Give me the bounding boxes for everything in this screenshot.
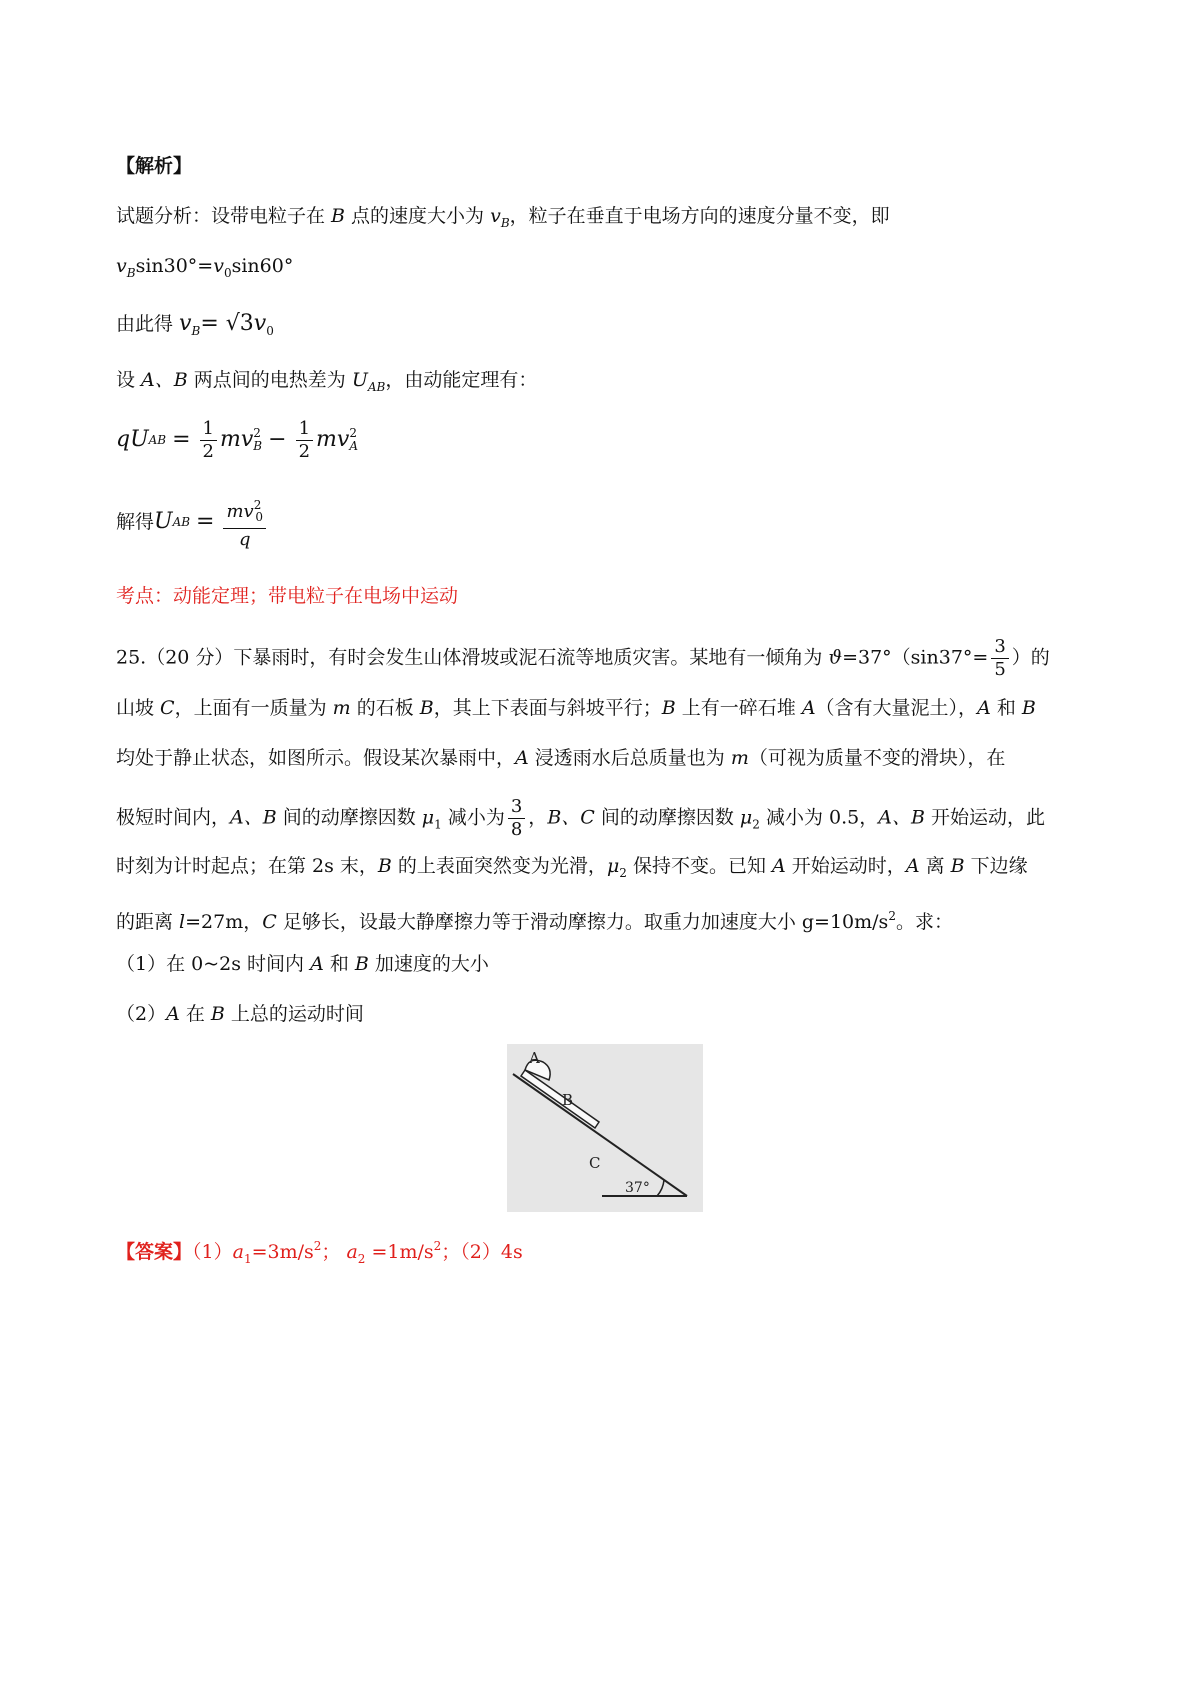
analysis-line-1: 试题分析：设带电粒子在 B 点的速度大小为 $v_B$，粒子在垂直于电场方向的速度分量不变，即: [116, 205, 890, 230]
question-2: （2）A 在 B 上总的运动时间: [116, 1003, 364, 1025]
equation-UAB-result: 解得 U AB = $\frac{mv^2_0}{q}$: [116, 492, 269, 552]
analysis-line-4: 设 A、B 两点间的电热差为 $U_{AB}$，由动能定理有：: [116, 369, 538, 394]
problem-line-3: 均处于静止状态，如图所示。假设某次暴雨中，A 浸透雨水后总质量也为 m（可视为质量不变的滑块），在: [116, 747, 1006, 769]
label-C: C: [589, 1154, 601, 1172]
equation-work-energy: qU AB = $\frac{1}{2}$ mv 2 B − $\frac{1}{2}$ mv 2 A: [116, 417, 358, 462]
problem-line-4: 极短时间内，A、B 间的动摩擦因数 $\mu_1$ 减小为 $\frac{3}{8}$ ，B、C 间的动摩擦因数 $\mu_2$ 减小为 0.5，A、B 开始运动，此: [116, 796, 1045, 840]
slope-line: [513, 1074, 687, 1196]
equation-velocity-component: $v_B\sin 30^\circ=v_0\sin 60^\circ$: [116, 255, 294, 280]
question-1: （1）在 0~2s 时间内 A 和 B 加速度的大小: [116, 953, 489, 975]
key-point: 考点：动能定理；带电粒子在电场中运动: [116, 585, 459, 607]
equation-vB-result: 由此得 $v_B= √3v_0$: [116, 311, 274, 338]
problem-line-1: 25.（20 分）下暴雨时，有时会发生山体滑坡或泥石流等地质灾害。某地有一倾角为 ϑ=37°（sin37°= $\frac{3}{5}$ ）的: [116, 636, 1050, 680]
problem-line-6: 的距离 l=27m，C 足够长，设最大静摩擦力等于滑动摩擦力。取重力加速度大小 $g=10m/s^2$。求：: [116, 909, 953, 933]
problem-line-2: 山坡 C，上面有一质量为 m 的石板 B，其上下表面与斜坡平行；B 上有一碎石堆 A（含有大量泥土），A 和 B: [116, 697, 1036, 719]
answer: 【答案】$(1)a_1=3m/s^2$； $a_2 =1m/s^2$；（2）4s: [116, 1239, 523, 1266]
label-A: A: [529, 1049, 540, 1067]
plate-B: [521, 1070, 599, 1128]
label-B: B: [562, 1091, 574, 1109]
problem-line-5: 时刻为计时起点；在第 2s 末，B 的上表面突然变为光滑，$\mu_2$ 保持不变。已知 A 开始运动时，A 离 B 下边缘: [116, 855, 1028, 880]
analysis-heading: 【解析】: [116, 155, 193, 177]
angle-arc: [657, 1180, 664, 1196]
slope-figure: [507, 1044, 703, 1212]
label-angle: 37°: [625, 1180, 650, 1196]
slope-diagram: [507, 1044, 703, 1212]
